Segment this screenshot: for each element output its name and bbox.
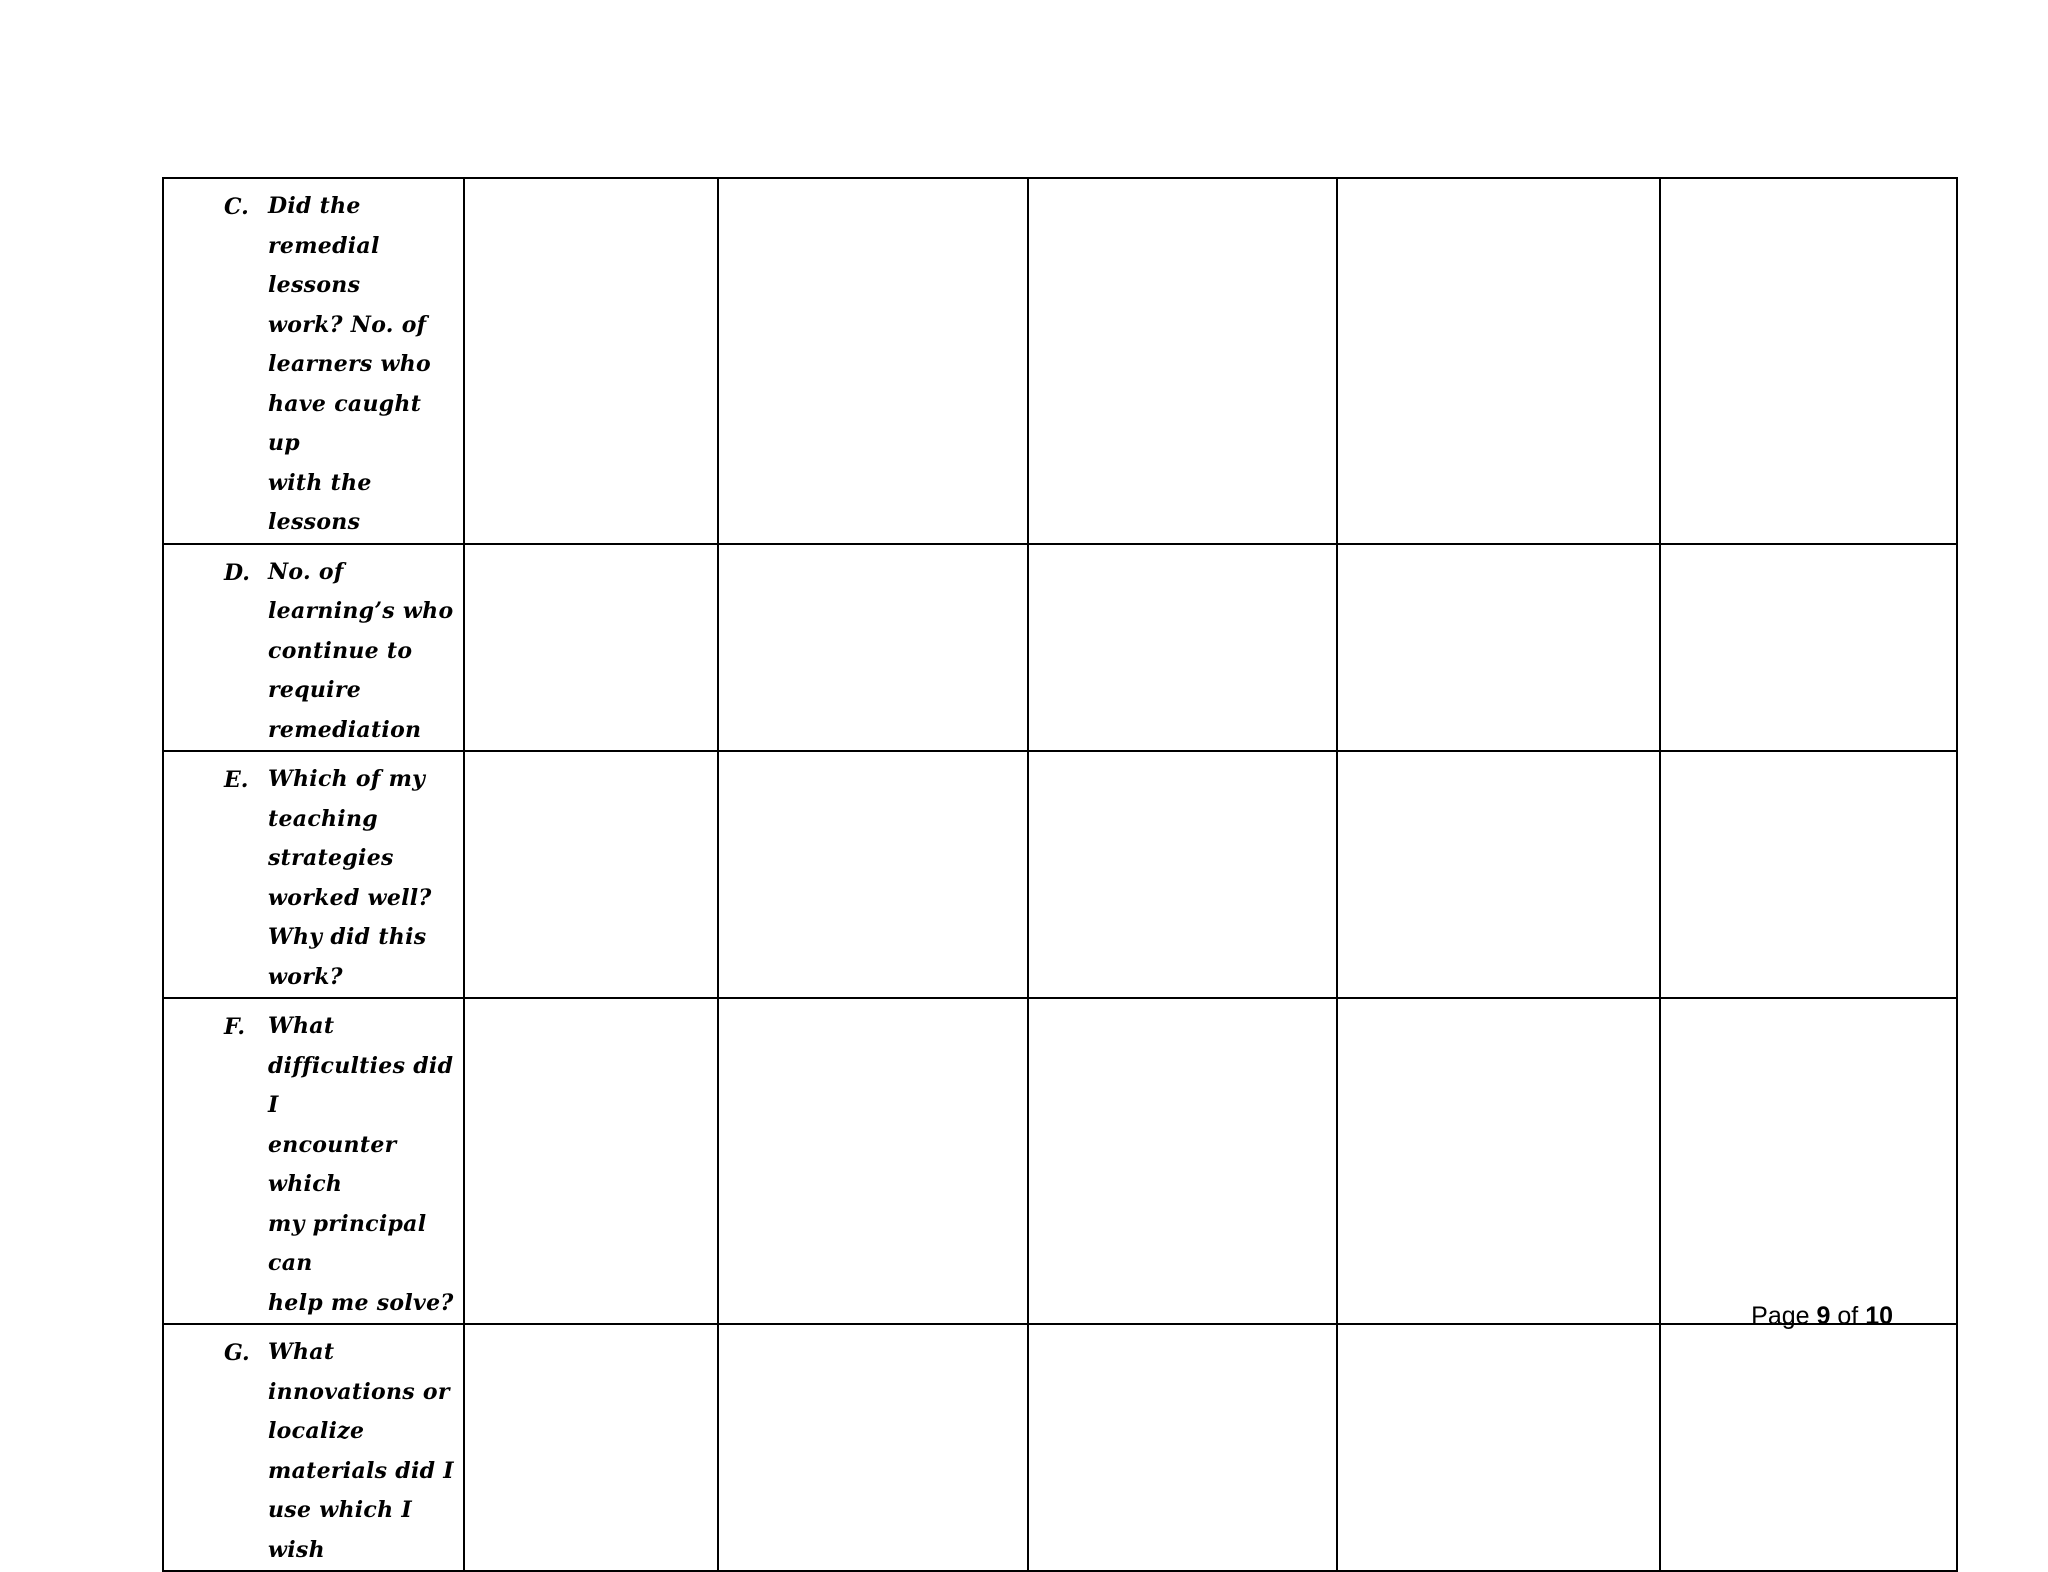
answer-cell[interactable] <box>1028 998 1337 1324</box>
answer-cell[interactable] <box>1028 544 1337 752</box>
question-cell-f <box>163 998 464 1324</box>
answer-cell[interactable] <box>1028 751 1337 998</box>
answer-cell[interactable] <box>1660 544 1957 752</box>
answer-cell[interactable] <box>718 544 1028 752</box>
answer-cell[interactable] <box>718 178 1028 544</box>
answer-cell[interactable] <box>718 751 1028 998</box>
question-text: What innovations or localize materials did I use which I wish <box>268 1339 454 1563</box>
current-page-number: 9 <box>1816 1302 1831 1330</box>
question-text: Did the remedial lessons work? No. of learners who have caught up with the lessons <box>268 193 432 535</box>
page-label: Page <box>1751 1302 1810 1330</box>
answer-cell[interactable] <box>464 178 718 544</box>
answer-cell[interactable] <box>718 998 1028 1324</box>
question-text: No. of learning’s who continue to require remediation <box>268 558 454 743</box>
table-row <box>163 178 1957 544</box>
of-label: of <box>1837 1302 1859 1330</box>
answer-cell[interactable] <box>1337 751 1660 998</box>
answer-cell[interactable] <box>1337 544 1660 752</box>
table-row <box>163 751 1957 998</box>
question-letter: G. <box>224 1340 250 1366</box>
question-letter: F. <box>224 1014 246 1040</box>
answer-cell[interactable] <box>1660 178 1957 544</box>
table-row <box>163 544 1957 752</box>
answer-cell[interactable] <box>1337 178 1660 544</box>
question-text: Which of my teaching strategies worked well? Why did this work? <box>268 766 432 990</box>
answer-cell[interactable] <box>464 998 718 1324</box>
answer-cell[interactable] <box>1028 178 1337 544</box>
question-letter: E. <box>224 767 249 793</box>
answer-cell[interactable] <box>1337 998 1660 1324</box>
answer-cell[interactable] <box>464 751 718 998</box>
question-cell-e <box>163 751 464 998</box>
reflection-table <box>162 177 1958 1572</box>
total-page-count: 10 <box>1865 1302 1893 1330</box>
page-number-footer <box>1751 1302 1893 1331</box>
question-text: What difficulties did I encounter which my principal can help me solve? <box>268 1013 454 1316</box>
answer-cell[interactable] <box>1660 998 1957 1324</box>
answer-cell[interactable] <box>464 544 718 752</box>
question-cell-c <box>163 178 464 544</box>
answer-cell[interactable] <box>1660 751 1957 998</box>
table-row <box>163 998 1957 1324</box>
question-letter: C. <box>224 194 249 220</box>
question-cell-d <box>163 544 464 752</box>
question-letter: D. <box>224 559 250 586</box>
